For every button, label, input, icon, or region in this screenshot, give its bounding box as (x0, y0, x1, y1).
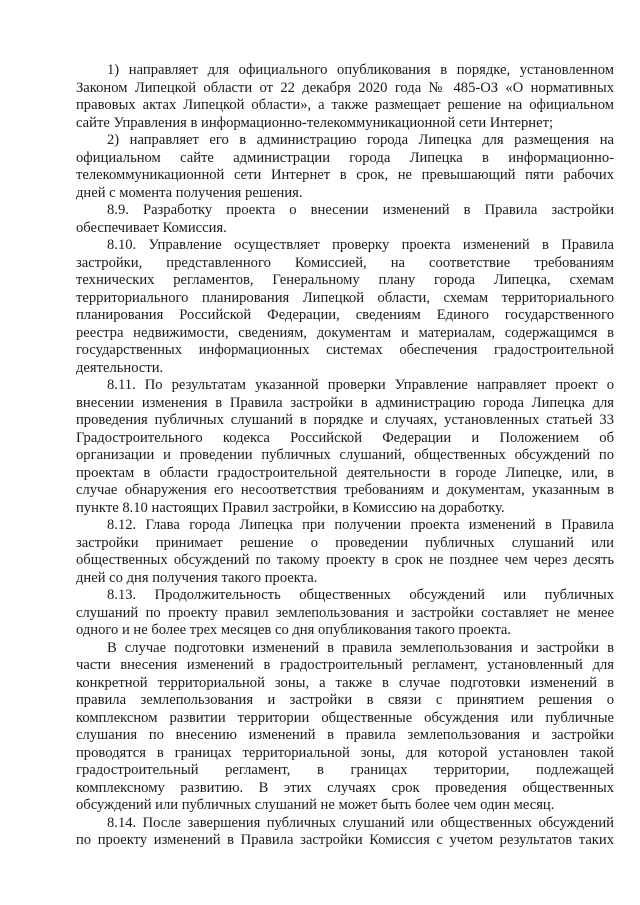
paragraph-first-line: 8.14. После завершения публичных слушаний или общественных обсуждений (107, 814, 614, 831)
paragraph-first-line: 1) направляет для официального опубликования в порядке, установленном (107, 62, 614, 78)
text-line: Законом Липецкой области от 22 декабря 2020 года № 485-ОЗ «О нормативных (76, 79, 614, 96)
paragraph-first-line: 2) направляет его в администрацию города Липецка для размещения на (107, 132, 614, 148)
text-line: государственных информационных системах обеспечения градостроительной (76, 342, 614, 358)
text-line: сайте Управления в информационно-телекоммуникационной сети Интернет; (76, 114, 554, 131)
text-line: общественных обсуждений по такому проекту в срок не позднее чем через десять (76, 552, 614, 568)
text-line: слушаний по проекту правил землепользования и застройки составляет не менее (76, 604, 614, 621)
text-line: дней с момента получения решения. (76, 184, 303, 201)
text-line: застройки, представленного Комиссией, на соответствие требованиям (76, 254, 614, 271)
text-line: градостроительный регламент, в границах территории, подлежащей (76, 762, 614, 778)
text-line: застройки принимает решение о проведении публичных слушаний или (76, 534, 614, 551)
text-line: комплексному развитию. В этих случаях срок проведения общественных (76, 779, 614, 796)
text-line: по проекту изменений в Правила застройки Комиссия с учетом результатов таких (76, 832, 614, 848)
text-line: проведения публичных слушаний в порядке и случаях, установленных статьей 33 (76, 412, 614, 428)
text-line: дней со дня получения такого проекта. (76, 569, 318, 586)
text-line: конкретной территориальной зоны, а также в случае подготовки изменений в (76, 674, 614, 691)
document-page (76, 62, 614, 850)
text-line: Градостроительного кодекса Российской Федерации и Положением об (76, 429, 614, 446)
text-line: реестра недвижимости, сведениям, документам и материалам, содержащимся в (76, 324, 614, 341)
text-line: правила землепользования и застройки в связи с принятием решения о (76, 692, 614, 708)
paragraph-first-line: 8.11. По результатам указанной проверки Управление направляет проект о (107, 377, 614, 393)
text-line: пункте 8.10 настоящих Правил застройки, в Комиссию на доработку. (76, 499, 505, 516)
text-line: одного и не более трех месяцев со дня опубликования такого проекта. (76, 622, 512, 638)
text-line: обеспечивает Комиссия. (76, 219, 227, 236)
text-line: внесении изменения в Правила застройки в администрацию города Липецка для (76, 394, 614, 411)
text-line: телекоммуникационной сети Интернет в срок, не превышающий пяти рабочих (76, 167, 614, 183)
text-line: проектам в области градостроительной деятельности в городе Липецке, или, в (76, 464, 614, 481)
text-line: планирования Российской Федерации, сведениям Единого государственного (76, 307, 614, 323)
text-line: организации и проведении публичных слушаний, общественных обсуждений по (76, 447, 614, 463)
paragraph-first-line: 8.10. Управление осуществляет проверку проекта изменений в Правила (107, 237, 614, 253)
text-line: случае обнаружения его несоответствия требованиям и документам, указанным в (76, 482, 614, 498)
paragraph-first-line: 8.13. Продолжительность общественных обсуждений или публичных (107, 587, 614, 603)
text-line: технических регламентов, Генеральному плану города Липецка, схемам (76, 272, 614, 288)
text-line: территориального планирования Липецкой области, схемам территориального (76, 289, 614, 306)
paragraph-first-line: 8.9. Разработку проекта о внесении изменений в Правила застройки (107, 202, 614, 218)
text-line: проводятся в границах территориальной зоны, для которой установлен такой (76, 744, 614, 761)
text-line: слушания по внесению изменений в правила землепользования и застройки (76, 727, 614, 743)
text-line: комплексном развитии территории общественные обсуждения или публичные (76, 709, 614, 726)
text-line: официальном сайте администрации города Липецка в информационно- (76, 149, 614, 166)
text-line: правовых актах Липецкой области», а также размещает решение на официальном (76, 97, 614, 113)
paragraph-first-line: В случае подготовки изменений в правила землепользования и застройки в (107, 639, 614, 656)
text-line: части внесения изменений в градостроительный регламент, установленный для (76, 657, 614, 673)
text-line: деятельности. (76, 359, 164, 376)
paragraph-first-line: 8.12. Глава города Липецка при получении проекта изменений в Правила (107, 517, 614, 533)
text-line: обсуждений или публичных слушаний не может быть более чем один месяц. (76, 797, 555, 813)
